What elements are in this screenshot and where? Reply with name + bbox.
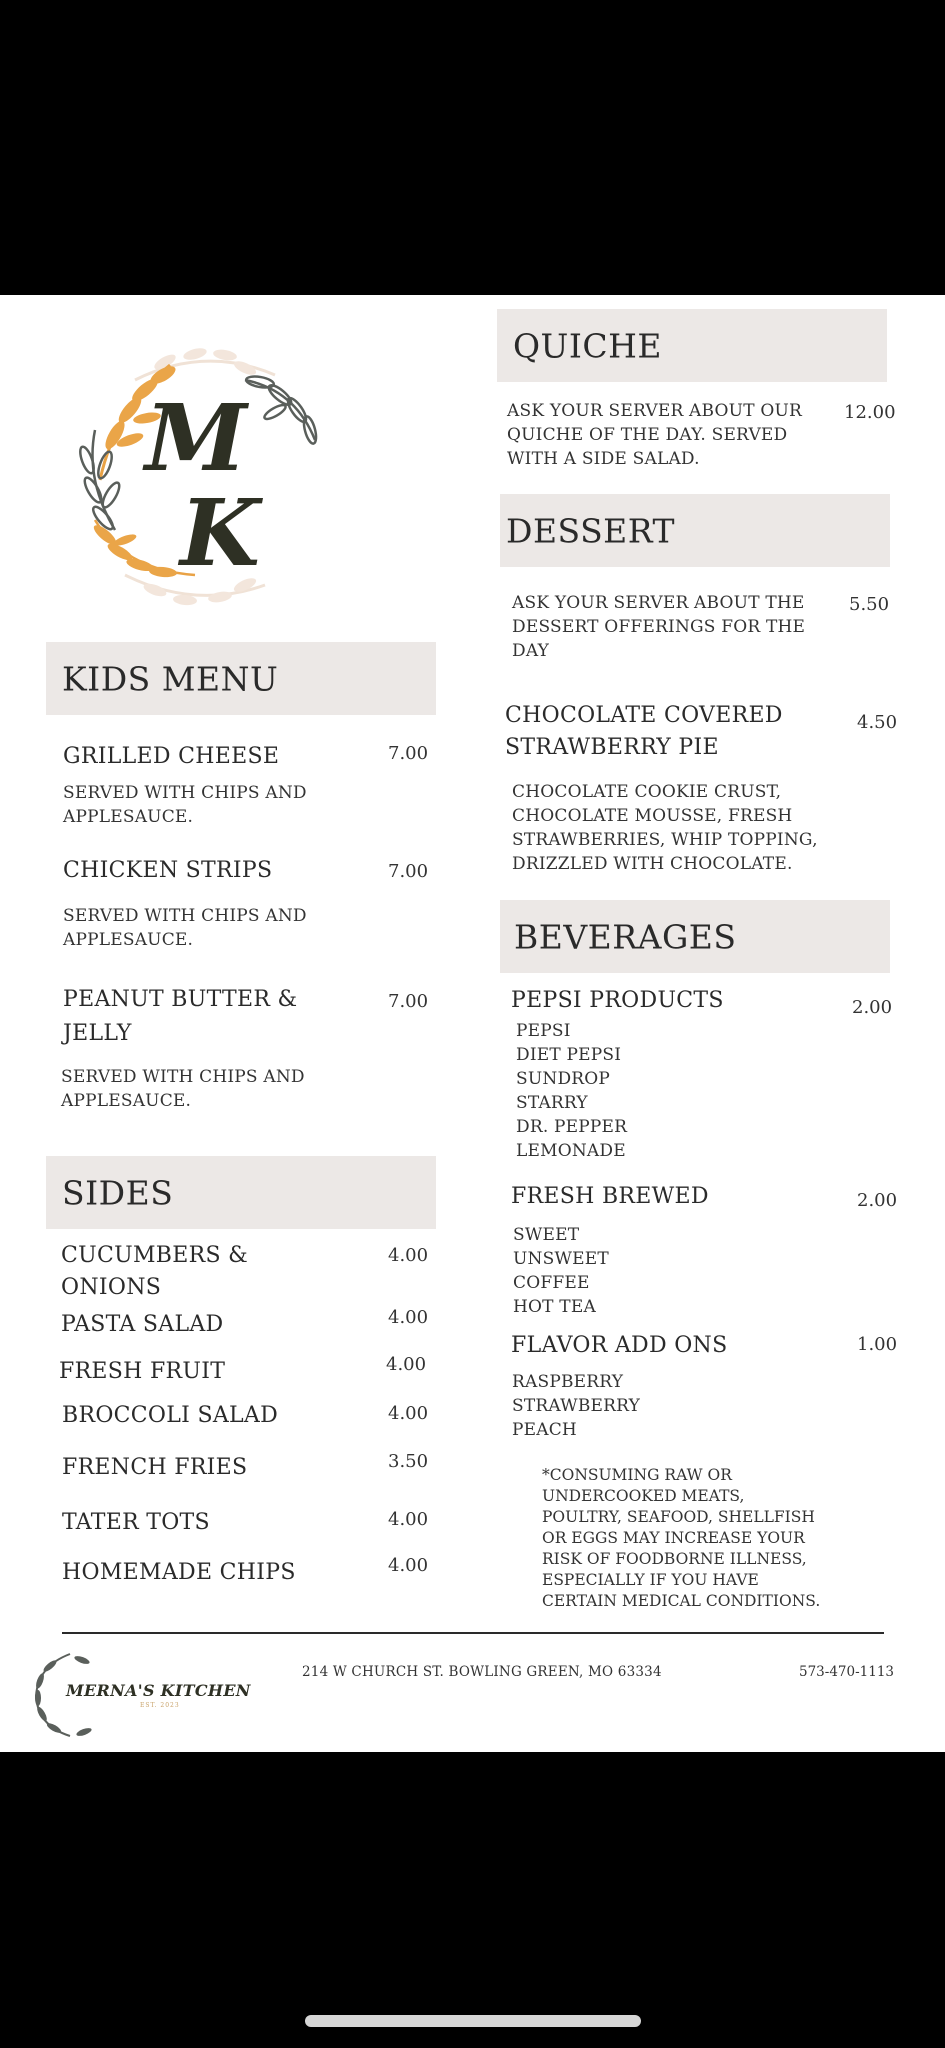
footer-logo: [30, 1646, 251, 1741]
menu-item-price: 1.00: [857, 1334, 898, 1355]
menu-item-price: 4.00: [388, 1403, 429, 1424]
menu-item-name: PEANUT BUTTER & JELLY: [63, 987, 298, 1046]
menu-item-name: PASTA SALAD: [61, 1312, 224, 1337]
menu-item-price: 4.50: [857, 712, 898, 733]
menu-item-name: BROCCOLI SALAD: [62, 1403, 279, 1428]
menu-item-name: FLAVOR ADD ONS: [511, 1333, 728, 1358]
monogram-k: K: [180, 479, 260, 587]
beverage-list: SWEET UNSWEET COFFEE HOT TEA: [513, 1225, 609, 1317]
footer-logo-text: MERNA'S KITCHEN: [66, 1681, 251, 1700]
menu-item-price: 4.00: [388, 1509, 429, 1530]
menu-item-price: 7.00: [388, 861, 429, 882]
sides-header: [46, 1156, 436, 1229]
beverage-list: PEPSI DIET PEPSI SUNDROP STARRY DR. PEPPER LEMONADE: [516, 1021, 628, 1161]
dessert-desc: ASK YOUR SERVER ABOUT THE DESSERT OFFERINGS FOR THE DAY: [512, 593, 806, 661]
wreath-icon: [75, 340, 335, 610]
home-indicator[interactable]: [305, 2015, 641, 2027]
disclaimer: *CONSUMING RAW OR UNDERCOOKED MEATS, POULTRY, SEAFOOD, SHELLFISH OR EGGS MAY INCREASE YOUR RISK OF FOODBORNE ILLNESS, ESPECIALLY IF YOU HAVE CERTAIN MEDICAL CONDITIONS.: [542, 1466, 821, 1610]
monogram-m: M: [145, 384, 247, 492]
dessert-title: DESSERT: [506, 511, 676, 550]
quiche-desc: ASK YOUR SERVER ABOUT OUR QUICHE OF THE DAY. SERVED WITH A SIDE SALAD.: [507, 401, 803, 469]
menu-item-name: CHOCOLATE COVERED STRAWBERRY PIE: [505, 703, 783, 760]
menu-item-name: CHICKEN STRIPS: [63, 858, 273, 883]
dessert-header: [500, 494, 890, 567]
menu-item-name: FRENCH FRIES: [62, 1455, 248, 1480]
menu-item-name: GRILLED CHEESE: [63, 744, 280, 769]
quiche-title: QUICHE: [513, 326, 663, 365]
menu-item-name: HOMEMADE CHIPS: [62, 1560, 296, 1585]
menu-item-price: 4.00: [388, 1555, 429, 1576]
menu-item-desc: SERVED WITH CHIPS AND APPLESAUCE.: [63, 783, 307, 827]
menu-item-name: PEPSI PRODUCTS: [511, 988, 724, 1013]
menu-item-price: 5.50: [849, 594, 890, 615]
beverage-list: RASPBERRY STRAWBERRY PEACH: [512, 1372, 641, 1440]
menu-item-name: TATER TOTS: [62, 1510, 210, 1535]
beverages-header: [500, 900, 890, 973]
menu-item-desc: SERVED WITH CHIPS AND APPLESAUCE.: [63, 906, 307, 950]
menu-item-price: 2.00: [852, 997, 893, 1018]
footer-logo-sub: EST. 2023: [140, 1702, 180, 1709]
menu-item-name: CUCUMBERS & ONIONS: [61, 1243, 249, 1300]
menu-page: [0, 295, 945, 1752]
menu-item-price: 12.00: [844, 402, 896, 423]
sides-title: SIDES: [62, 1173, 174, 1212]
menu-item-desc: CHOCOLATE COOKIE CRUST, CHOCOLATE MOUSSE, FRESH STRAWBERRIES, WHIP TOPPING, DRIZZLED WITH CHOCOLATE.: [512, 782, 818, 874]
menu-item-desc: SERVED WITH CHIPS AND APPLESAUCE.: [61, 1067, 305, 1111]
menu-item-name: FRESH BREWED: [511, 1184, 709, 1209]
quiche-header: [497, 309, 887, 382]
kids-menu-header: [46, 642, 436, 715]
menu-item-price: 4.00: [388, 1307, 429, 1328]
monogram-logo: [75, 340, 335, 610]
menu-item-price: 4.00: [386, 1354, 427, 1375]
menu-item-price: 4.00: [388, 1245, 429, 1266]
footer-address: 214 W CHURCH ST. BOWLING GREEN, MO 63334: [302, 1664, 662, 1680]
menu-item-price: 7.00: [388, 991, 429, 1012]
footer-phone: 573-470-1113: [799, 1664, 895, 1680]
menu-item-name: FRESH FRUIT: [59, 1359, 226, 1384]
kids-menu-title: KIDS MENU: [62, 659, 279, 698]
menu-item-price: 3.50: [388, 1451, 429, 1472]
beverages-title: BEVERAGES: [514, 917, 737, 956]
menu-item-price: 7.00: [388, 743, 429, 764]
menu-item-price: 2.00: [857, 1190, 898, 1211]
footer-divider: [62, 1632, 884, 1634]
